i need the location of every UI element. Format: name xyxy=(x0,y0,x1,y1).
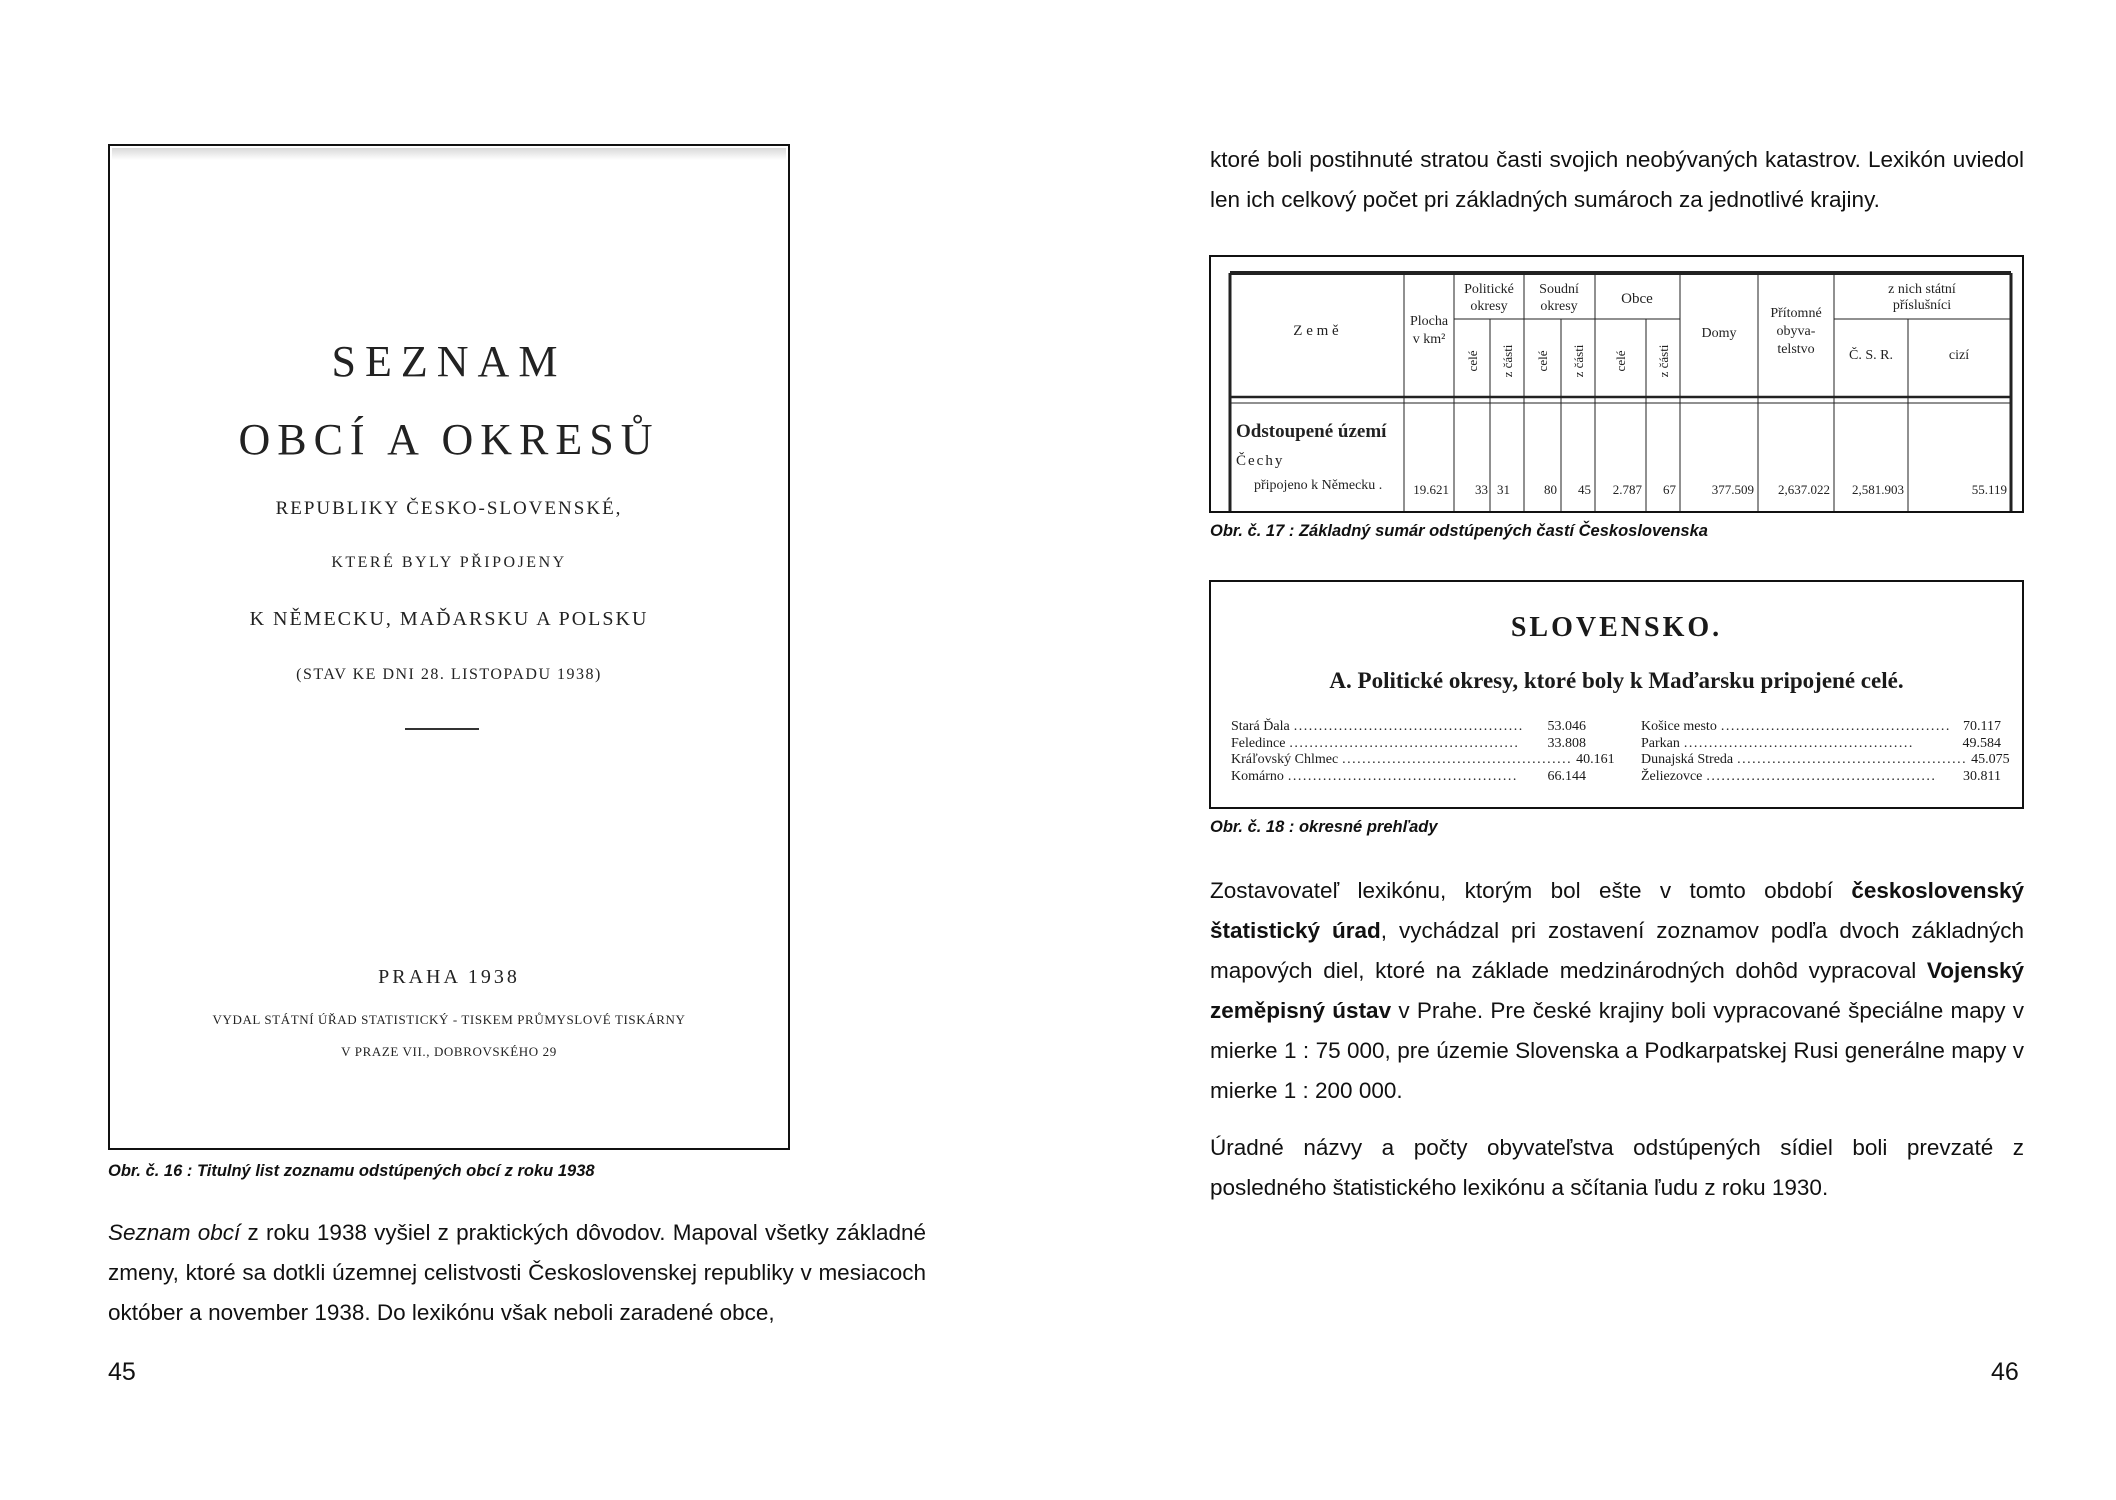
header-obce-cele: celé xyxy=(1613,350,1628,372)
cell-obce-z-casti: 67 xyxy=(1663,482,1676,497)
header-cizi: cizí xyxy=(1948,348,1970,363)
list-item: Kráľovský Chlmec .............................................. 40.161 xyxy=(1231,752,1615,767)
district-list-left xyxy=(1231,719,1615,785)
p1-text-a: Zostavovateľ lexikónu, ktorým bol ešte v tomto období xyxy=(1210,878,1852,903)
cell-pol-cele: 33 xyxy=(1475,482,1488,497)
p1-text-b: , vychádzal pri zostavení zoznamov podľa dvoch základných mapových diel, ktoré na základe medzinárodných dohôd vypracoval xyxy=(1210,918,2024,983)
list-item: Dunajská Streda .............................................. 45.075 xyxy=(1641,752,2010,767)
right-paragraph-1 xyxy=(1210,871,2024,1111)
district-list-right xyxy=(1641,719,2010,785)
left-paragraph-text: z roku 1938 vyšiel z praktických dôvodov. Mapoval všetky základné zmeny, ktoré sa dotkli územnej celistvosti Československej republiky v mesiacoch október a november 1938. Do lexikónu však neboli zaradené obce, xyxy=(108,1220,926,1325)
list-item: Feledince .............................................. 33.808 xyxy=(1231,735,1586,751)
title-date-state: (STAV KE DNI 28. LISTOPADU 1938) xyxy=(296,666,602,683)
left-paragraph xyxy=(108,1213,926,1333)
cell-plocha: 19.621 xyxy=(1413,482,1449,497)
title-republiky: REPUBLIKY ČESKO-SLOVENSKÉ, xyxy=(275,498,623,519)
list-item: Želiezovce .............................................. 30.811 xyxy=(1641,768,2001,784)
figure16-caption: Obr. č. 16 : Titulný list zoznamu odstúpených obcí z roku 1938 xyxy=(108,1162,595,1180)
cell-pol-z-casti: 31 xyxy=(1497,482,1510,497)
header-soudni-okresy: okresy xyxy=(1540,299,1578,314)
cell-sou-cele: 80 xyxy=(1544,482,1557,497)
title-divider xyxy=(405,728,479,730)
header-prislusnici: příslušníci xyxy=(1892,298,1952,313)
header-domy: Domy xyxy=(1701,326,1737,341)
slovensko-title: SLOVENSKO. xyxy=(1510,612,1723,643)
header-plocha-unit: v km² xyxy=(1412,332,1446,347)
land-cechy: Čechy xyxy=(1236,453,1285,469)
header-pol-z-casti: z části xyxy=(1500,344,1515,378)
district-overview-scan xyxy=(1209,580,2024,809)
cell-sou-z-casti: 45 xyxy=(1578,482,1591,497)
seznam-obci-italic: Seznam obcí xyxy=(108,1220,241,1245)
header-plocha: Plocha xyxy=(1409,314,1449,329)
p1-bold-vzu: Vojenský zeměpisný ústav xyxy=(1210,958,2024,1023)
list-item: Košice mesto .............................................. 70.117 xyxy=(1641,719,2001,734)
header-politicke-okresy: okresy xyxy=(1470,299,1508,314)
page-number-left: 45 xyxy=(108,1358,136,1386)
header-obyva: obyva- xyxy=(1776,324,1816,339)
summary-table xyxy=(1211,257,2022,511)
header-obce-z-casti: z části xyxy=(1656,344,1671,378)
title-publisher: VYDAL STÁTNÍ ÚŘAD STATISTICKÝ - TISKEM PRŮMYSLOVÉ TISKÁRNY xyxy=(212,1012,686,1027)
cell-obyvatelstvo: 2,637.022 xyxy=(1778,482,1830,497)
page-number-right: 46 xyxy=(1991,1358,2019,1386)
right-paragraph-2: Úradné názvy a počty obyvateľstva odstúpených sídiel boli prevzaté z posledného štatistického lexikónu a sčítania ľudu z roku 1930. xyxy=(1210,1135,2024,1200)
figure17-caption: Obr. č. 17 : Základný sumár odstúpených častí Československa xyxy=(1210,522,1708,540)
title-place-year: PRAHA 1938 xyxy=(378,966,520,988)
title-seznam: SEZNAM xyxy=(331,337,567,386)
right-top-paragraph: ktoré boli postihnuté stratou časti svojich neobývaných katastrov. Lexikón uviedol len ich celkový počet pri základných sumároch za jednotlivé krajiny. xyxy=(1210,147,2024,212)
figure18-caption: Obr. č. 18 : okresné prehľady xyxy=(1210,818,1438,836)
list-item: Stará Ďala .............................................. 53.046 xyxy=(1231,719,1586,734)
cell-cizi: 55.119 xyxy=(1971,482,2007,497)
title-ktere-byly: KTERÉ BYLY PŘIPOJENY xyxy=(331,554,567,571)
title-address: V PRAZE VII., DOBROVSKÉHO 29 xyxy=(341,1044,557,1059)
header-obce: Obce xyxy=(1621,291,1653,307)
list-item: Komárno .............................................. 66.144 xyxy=(1231,768,1586,784)
header-pritomne: Přítomné xyxy=(1770,306,1822,321)
row-label: připojeno k Německu . xyxy=(1254,478,1383,493)
title-page-scan xyxy=(108,144,790,1150)
header-pol-cele: celé xyxy=(1465,350,1480,372)
header-sou-cele: celé xyxy=(1535,350,1550,372)
cell-obce-cele: 2.787 xyxy=(1612,482,1642,497)
scan-edge xyxy=(112,148,786,160)
p1-bold-urad: československý štatistický úrad xyxy=(1210,878,2024,943)
summary-table-scan xyxy=(1209,255,2024,513)
header-sou-z-casti: z části xyxy=(1571,344,1586,378)
cell-csr: 2,581.903 xyxy=(1852,482,1904,497)
header-zeme: Z e m ě xyxy=(1293,323,1339,339)
header-telstvo: telstvo xyxy=(1777,342,1815,357)
section-odstoupene: Odstoupené území xyxy=(1236,421,1387,442)
title-countries: K NĚMECKU, MAĎARSKU A POLSKU xyxy=(249,608,649,630)
header-csr: Č. S. R. xyxy=(1849,348,1893,363)
header-z-nich: z nich státní xyxy=(1888,282,1956,297)
list-item: Parkan .............................................. 49.584 xyxy=(1641,735,2001,751)
cell-domy: 377.509 xyxy=(1711,482,1754,497)
header-soudni: Soudní xyxy=(1539,282,1579,297)
slovensko-subtitle: A. Politické okresy, ktoré boly k Maďarsku pripojené celé. xyxy=(1329,668,1904,693)
header-politicke: Politické xyxy=(1464,282,1514,297)
p1-text-c: v Prahe. Pre české krajiny boli vypracované špeciálne mapy v mierke 1 : 75 000, pre územie Slovenska a Podkarpatskej Rusi generálne mapy v mierke 1 : 200 000. xyxy=(1210,998,2025,1103)
title-obci-a-okresu: OBCÍ A OKRESŮ xyxy=(238,415,660,464)
